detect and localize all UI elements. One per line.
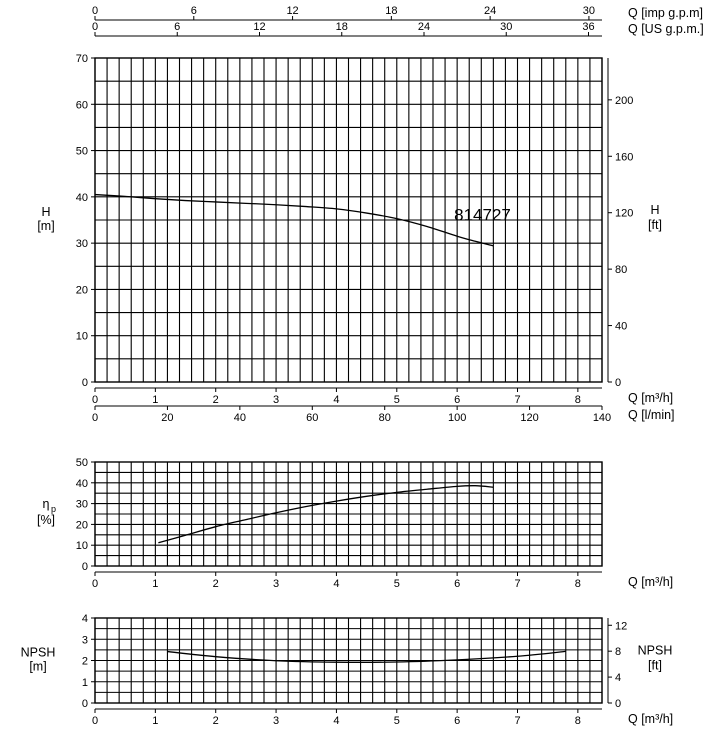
right-axis-title: H bbox=[650, 203, 660, 217]
top-tick-label: 12 bbox=[253, 21, 266, 33]
top-tick-label: 24 bbox=[484, 5, 497, 17]
right-axis-title: [ft] bbox=[648, 658, 662, 673]
x2-tick-label: 0 bbox=[91, 412, 99, 424]
x-tick-label: 5 bbox=[393, 394, 400, 406]
top-tick-label: 6 bbox=[174, 21, 181, 33]
y-tick-label: 10 bbox=[75, 540, 88, 553]
right-tick-label: 0 bbox=[615, 377, 622, 389]
y-tick-label: 3 bbox=[81, 634, 88, 647]
x-tick-label: 4 bbox=[333, 394, 340, 406]
x-tick-label: 8 bbox=[574, 394, 581, 406]
y-axis-title-symbol: η bbox=[42, 497, 50, 511]
y-tick-label: 50 bbox=[75, 145, 88, 158]
y-tick-label: 0 bbox=[81, 377, 88, 389]
y-tick-label: 20 bbox=[75, 519, 88, 532]
curve-model-label: 814727 bbox=[454, 205, 511, 225]
npsh-chart bbox=[21, 613, 674, 727]
y-axis-title-subscript: p bbox=[51, 504, 57, 514]
x2-tick-label: 80 bbox=[378, 412, 391, 424]
x-tick-label: 0 bbox=[91, 578, 99, 590]
x-tick-label: 6 bbox=[454, 578, 461, 590]
x-tick-label: 0 bbox=[91, 394, 99, 406]
y-tick-label: 1 bbox=[81, 676, 88, 689]
x2-tick-label: 20 bbox=[161, 412, 174, 424]
y-tick-label: 0 bbox=[81, 561, 88, 573]
x-axis-title: Q [m³/h] bbox=[628, 712, 674, 726]
x-tick-label: 2 bbox=[212, 394, 219, 406]
x-tick-label: 6 bbox=[454, 715, 461, 727]
y-tick-label: 20 bbox=[75, 284, 88, 297]
y-tick-label: 70 bbox=[75, 53, 88, 65]
x-tick-label: 8 bbox=[574, 715, 581, 727]
x-tick-label: 3 bbox=[273, 715, 280, 727]
x2-tick-label: 120 bbox=[520, 412, 539, 424]
y-axis-title: H bbox=[41, 205, 51, 219]
x-tick-label: 1 bbox=[152, 394, 159, 406]
efficiency-chart bbox=[37, 457, 673, 590]
y-tick-label: 2 bbox=[81, 655, 88, 668]
top-axis-title: Q [imp g.p.m] bbox=[628, 6, 704, 20]
right-tick-label: 4 bbox=[615, 672, 622, 685]
x-tick-label: 3 bbox=[273, 394, 280, 406]
right-tick-label: 8 bbox=[615, 646, 622, 659]
x-tick-label: 2 bbox=[212, 578, 219, 590]
x-tick-label: 7 bbox=[514, 394, 521, 406]
head-chart bbox=[37, 5, 703, 424]
y-axis-title: [m] bbox=[37, 219, 55, 233]
y-axis-title: [m] bbox=[29, 659, 47, 674]
x-tick-label: 2 bbox=[212, 715, 219, 727]
right-tick-label: 120 bbox=[615, 207, 634, 220]
x-axis-title: Q [m³/h] bbox=[628, 391, 674, 405]
y-tick-label: 50 bbox=[75, 457, 88, 469]
y-tick-label: 10 bbox=[75, 330, 88, 343]
x-tick-label: 7 bbox=[514, 578, 521, 590]
x2-axis-title: Q [l/min] bbox=[628, 408, 675, 422]
right-tick-label: 200 bbox=[615, 94, 634, 107]
y-tick-label: 40 bbox=[75, 191, 88, 204]
x-tick-label: 0 bbox=[91, 715, 99, 727]
top-tick-label: 0 bbox=[91, 5, 99, 17]
right-tick-label: 0 bbox=[615, 698, 622, 710]
x-tick-label: 7 bbox=[514, 715, 521, 727]
x-tick-label: 4 bbox=[333, 715, 340, 727]
right-tick-label: 12 bbox=[615, 620, 628, 633]
top-tick-label: 12 bbox=[286, 5, 299, 17]
x-tick-label: 8 bbox=[574, 578, 581, 590]
y-axis-title: NPSH bbox=[20, 645, 56, 660]
top-axis-title: Q [US g.p.m.] bbox=[628, 22, 704, 36]
right-tick-label: 80 bbox=[615, 264, 628, 277]
y-tick-label: 30 bbox=[75, 498, 88, 511]
top-tick-label: 18 bbox=[335, 21, 348, 33]
x-tick-label: 5 bbox=[393, 578, 400, 590]
right-axis-title: [ft] bbox=[648, 218, 662, 232]
top-tick-label: 0 bbox=[91, 21, 99, 33]
top-tick-label: 18 bbox=[385, 5, 398, 17]
right-tick-label: 40 bbox=[615, 320, 628, 333]
x-tick-label: 4 bbox=[333, 578, 340, 590]
x2-tick-label: 40 bbox=[233, 412, 246, 424]
y-tick-label: 4 bbox=[81, 613, 88, 625]
x-tick-label: 1 bbox=[152, 715, 159, 727]
x2-tick-label: 100 bbox=[447, 412, 467, 424]
y-tick-label: 60 bbox=[75, 99, 88, 112]
x-tick-label: 1 bbox=[152, 578, 159, 590]
x2-tick-label: 140 bbox=[592, 412, 612, 424]
top-tick-label: 30 bbox=[500, 21, 513, 33]
x-tick-label: 3 bbox=[273, 578, 280, 590]
x-tick-label: 6 bbox=[454, 394, 461, 406]
x2-tick-label: 60 bbox=[306, 412, 319, 424]
right-axis-title: NPSH bbox=[637, 643, 673, 658]
y-tick-label: 40 bbox=[75, 477, 88, 490]
y-tick-label: 0 bbox=[81, 698, 88, 710]
x-axis-title: Q [m³/h] bbox=[628, 575, 674, 589]
x-tick-label: 5 bbox=[393, 715, 400, 727]
top-tick-label: 36 bbox=[582, 21, 595, 33]
top-tick-label: 30 bbox=[582, 5, 596, 17]
y-axis-title-unit: [%] bbox=[36, 513, 56, 527]
top-tick-label: 24 bbox=[417, 21, 431, 33]
y-tick-label: 30 bbox=[75, 238, 88, 251]
right-tick-label: 160 bbox=[615, 151, 634, 164]
top-tick-label: 6 bbox=[190, 5, 197, 17]
